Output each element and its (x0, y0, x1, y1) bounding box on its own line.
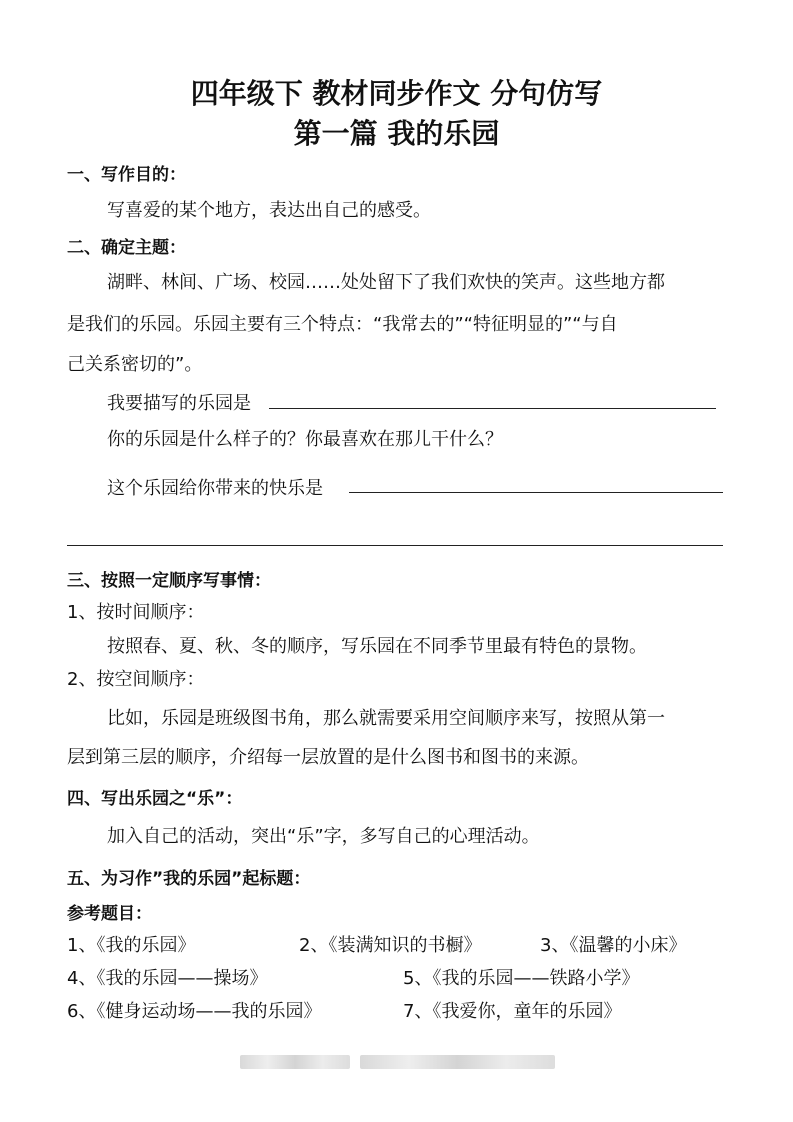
page-title: 四年级下 教材同步作文 分句仿写 (190, 77, 603, 110)
theme-paragraph-line-1: 湖畔、林间、广场、校园……处处留下了我们欢快的笑声。这些地方都 (107, 272, 665, 293)
order-time-text: 按照春、夏、秋、冬的顺序，写乐园在不同季节里最有特色的景物。 (107, 636, 647, 657)
theme-paragraph-line-3: 己关系密切的”。 (67, 354, 203, 375)
title-option: 1、《我的乐园》 (67, 935, 196, 956)
title-option: 3、《温馨的小床》 (540, 935, 687, 956)
section-heading-theme: 二、确定主题： (67, 238, 186, 258)
title-option: 5、《我的乐园——铁路小学》 (403, 968, 640, 989)
theme-paragraph-line-2: 是我们的乐园。乐园主要有三个特点：“我常去的”“特征明显的”“与自 (67, 314, 618, 335)
order-space-text-line-2: 层到第三层的顺序，介绍每一层放置的是什么图书和图书的来源。 (67, 747, 589, 768)
section-heading-joy: 四、写出乐园之“乐”： (67, 789, 243, 809)
title-option: 7、《我爱你，童年的乐园》 (403, 1001, 622, 1022)
answer-line-paradise[interactable] (269, 408, 716, 409)
joy-text: 加入自己的活动，突出“乐”字，多写自己的心理活动。 (107, 826, 540, 847)
blurred-footer-right (360, 1055, 555, 1069)
section-heading-purpose: 一、写作目的： (67, 165, 186, 185)
purpose-text: 写喜爱的某个地方，表达出自己的感受。 (107, 200, 431, 221)
title-option: 6、《健身运动场——我的乐园》 (67, 1001, 322, 1022)
title-option: 4、《我的乐园——操场》 (67, 968, 268, 989)
reference-titles-label: 参考题目： (67, 904, 152, 924)
order-space-label: 2、按空间顺序： (67, 669, 205, 690)
question-paradise: 我要描写的乐园是 (107, 393, 251, 414)
question-happiness: 这个乐园给你带来的快乐是 (107, 478, 323, 499)
order-time-label: 1、按时间顺序： (67, 602, 205, 623)
section-heading-titles: 五、为习作”我的乐园”起标题： (67, 869, 311, 889)
title-option: 2、《装满知识的书橱》 (299, 935, 482, 956)
order-space-text-line-1: 比如，乐园是班级图书角，那么就需要采用空间顺序来写，按照从第一 (107, 708, 665, 729)
answer-line-happiness[interactable] (349, 492, 723, 493)
answer-line-full[interactable] (67, 545, 723, 546)
question-what-like: 你的乐园是什么样子的？你最喜欢在那儿干什么？ (107, 429, 503, 450)
page-subtitle: 第一篇 我的乐园 (293, 117, 500, 150)
section-heading-order: 三、按照一定顺序写事情： (67, 571, 271, 591)
blurred-footer-left (240, 1055, 350, 1069)
